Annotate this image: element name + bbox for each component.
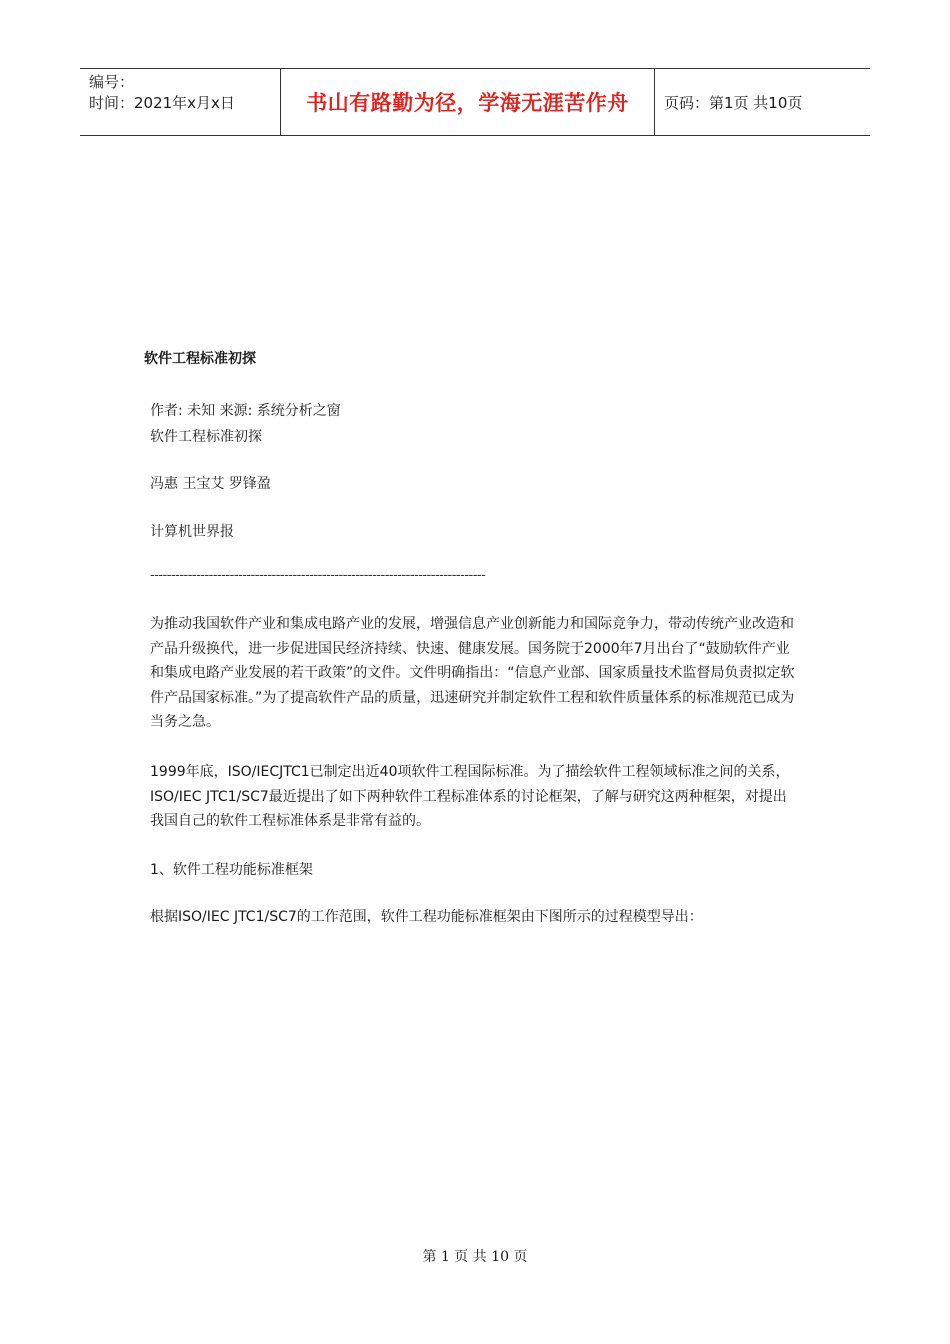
- paragraph-1: 为推动我国软件产业和集成电路产业的发展，增强信息产业创新能力和国际竞争力，带动传统产业改造和产品升级换代，进一步促进国民经济持续、快速、健康发展。国务院于2000年7月出台了“鼓励软件产业和集成电路产业发展的若干政策”的文件。文件明确指出：“信息产业部、国家质量技术监督局负责拟定软件产品国家标准。”为了提高软件产品的质量，迅速研究并制定软件工程和软件质量体系的标准规范已成为当务之急。: [150, 616, 795, 730]
- header-meta-cell: [80, 69, 281, 135]
- header-motto-cell: [281, 69, 655, 135]
- article-publication: 计算机世界报: [150, 524, 234, 540]
- motto-text: 书山有路勤为径，学海无涯苦作舟: [306, 90, 629, 115]
- article-meta: 作者: 未知 来源: 系统分析之窗: [150, 403, 341, 419]
- section-heading-1: 1、软件工程功能标准框架: [150, 862, 313, 878]
- document-title: 软件工程标准初探: [144, 351, 256, 367]
- article-subtitle: 软件工程标准初探: [150, 429, 262, 445]
- number-label: 编号：: [89, 73, 135, 91]
- article-authors: 冯惠 王宝艾 罗锋盈: [150, 476, 271, 492]
- paragraph-3: 根据ISO/IEC JTC1/SC7的工作范围，软件工程功能标准框架由下图所示的过程模型导出：: [150, 909, 703, 925]
- page-footer: 第 1 页 共 10 页: [422, 1249, 528, 1265]
- header-table: [80, 68, 870, 136]
- time-label: 时间：2021年x月x日: [89, 94, 235, 112]
- header-page-cell: [655, 69, 870, 135]
- paragraph-2: 1999年底，ISO/IECJTC1已制定出近40项软件工程国际标准。为了描绘软件工程领域标准之间的关系，ISO/IEC JTC1/SC7最近提出了如下两种软件工程标准体系的讨论框架，了解与研究这两种框架，对提出我国自己的软件工程标准体系是非常有益的。: [150, 764, 790, 829]
- divider-line: --------------------------------------------------------------------------------: [150, 568, 486, 583]
- page-label: 页码：第1页 共10页: [664, 93, 803, 112]
